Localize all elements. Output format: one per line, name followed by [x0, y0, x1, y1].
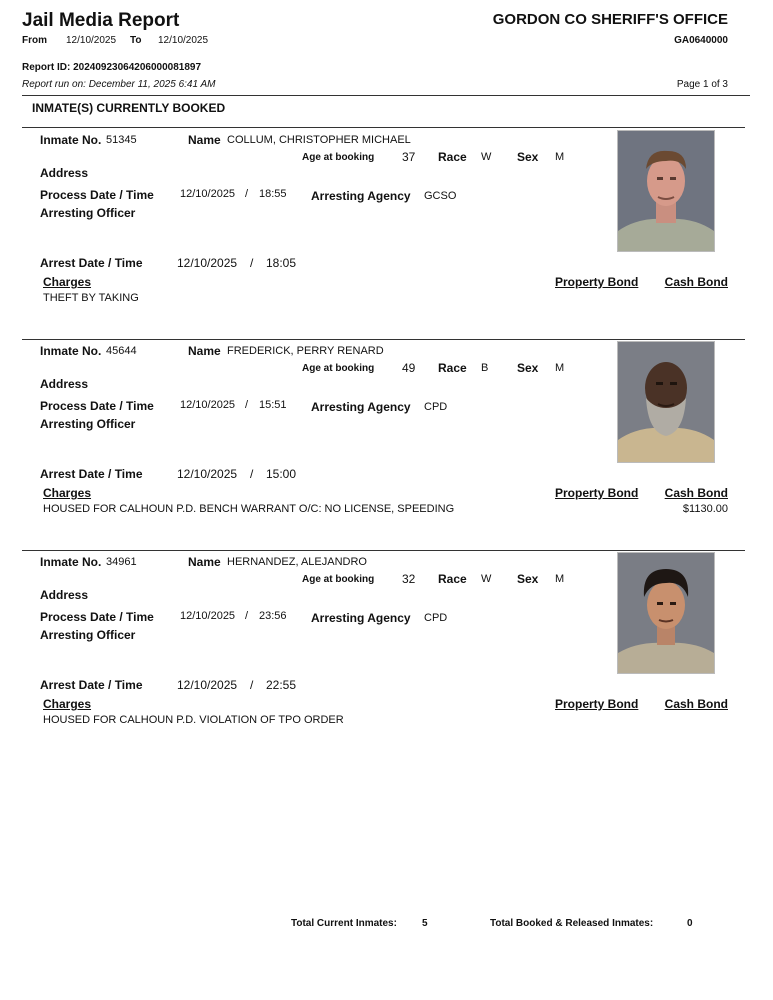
name-value: COLLUM, CHRISTOPHER MICHAEL: [227, 134, 411, 146]
sex-label: Sex: [517, 150, 539, 164]
name-label: Name: [188, 133, 221, 147]
charges-label: Charges: [43, 697, 92, 711]
section-title: INMATE(S) CURRENTLY BOOKED: [32, 101, 226, 115]
process-time: 18:55: [259, 188, 287, 200]
age-label: Age at booking: [302, 574, 375, 585]
inmate-no-value: 45644: [106, 345, 137, 357]
to-date: 12/10/2025: [158, 35, 209, 46]
agency-value: CPD: [424, 612, 448, 624]
sex-value: M: [555, 151, 565, 163]
mugshot-photo: [617, 341, 715, 463]
name-value: FREDERICK, PERRY RENARD: [227, 345, 384, 357]
process-time: 23:56: [259, 610, 287, 622]
race-label: Race: [438, 361, 467, 375]
process-label: Process Date / Time: [40, 188, 154, 202]
header-divider: [22, 95, 750, 96]
name-value: HERNANDEZ, ALEJANDRO: [227, 556, 367, 568]
inmate-no-label: Inmate No.: [40, 133, 102, 147]
inmate-no-label: Inmate No.: [40, 344, 102, 358]
cash-bond-value: $1130.00: [682, 503, 728, 515]
race-label: Race: [438, 572, 467, 586]
process-slash: /: [245, 399, 249, 411]
age-label: Age at booking: [302, 152, 375, 163]
total-current-label: Total Current Inmates:: [291, 918, 397, 929]
sex-value: M: [555, 362, 565, 374]
arrest-time: 15:00: [266, 467, 297, 481]
age-value: 32: [402, 572, 416, 586]
address-label: Address: [40, 588, 89, 602]
arrest-date: 12/10/2025: [177, 678, 238, 692]
sex-label: Sex: [517, 361, 539, 375]
total-released-label: Total Booked & Released Inmates:: [490, 918, 654, 929]
report-id: Report ID: 20240923064206000081897: [22, 62, 202, 73]
charges-value: HOUSED FOR CALHOUN P.D. BENCH WARRANT O/C: NO LICENSE, SPEEDING: [43, 503, 455, 515]
office-name: GORDON CO SHERIFF'S OFFICE: [492, 11, 728, 28]
agency-value: CPD: [424, 401, 448, 413]
report-run: Report run on: December 11, 2025 6:41 AM: [22, 79, 216, 90]
process-time: 15:51: [259, 399, 287, 411]
process-label: Process Date / Time: [40, 399, 154, 413]
cash-bond-label: Cash Bond: [664, 697, 728, 711]
race-value: B: [481, 362, 489, 374]
address-label: Address: [40, 377, 89, 391]
inmate-divider: [22, 550, 745, 551]
process-slash: /: [245, 610, 249, 622]
agency-value: GCSO: [424, 190, 457, 202]
inmate-divider: [22, 339, 745, 340]
officer-label: Arresting Officer: [40, 628, 136, 642]
total-released-value: 0: [687, 918, 693, 929]
race-label: Race: [438, 150, 467, 164]
inmate-no-label: Inmate No.: [40, 555, 102, 569]
arrest-date: 12/10/2025: [177, 467, 238, 481]
arrest-label: Arrest Date / Time: [40, 467, 143, 481]
arrest-time: 22:55: [266, 678, 297, 692]
age-label: Age at booking: [302, 363, 375, 374]
name-label: Name: [188, 555, 221, 569]
name-label: Name: [188, 344, 221, 358]
property-bond-label: Property Bond: [555, 275, 639, 289]
arrest-time: 18:05: [266, 256, 297, 270]
charges-label: Charges: [43, 486, 92, 500]
agency-label: Arresting Agency: [311, 189, 411, 203]
age-value: 37: [402, 150, 416, 164]
inmate-no-value: 34961: [106, 556, 137, 568]
arrest-slash: /: [250, 678, 254, 692]
officer-label: Arresting Officer: [40, 417, 136, 431]
arrest-label: Arrest Date / Time: [40, 256, 143, 270]
process-date: 12/10/2025: [180, 610, 236, 622]
to-label: To: [130, 35, 142, 46]
process-slash: /: [245, 188, 249, 200]
sex-value: M: [555, 573, 565, 585]
inmate-divider: [22, 127, 745, 128]
process-date: 12/10/2025: [180, 188, 236, 200]
property-bond-label: Property Bond: [555, 486, 639, 500]
arrest-date: 12/10/2025: [177, 256, 238, 270]
sex-label: Sex: [517, 572, 539, 586]
process-label: Process Date / Time: [40, 610, 154, 624]
agency-label: Arresting Agency: [311, 611, 411, 625]
process-date: 12/10/2025: [180, 399, 236, 411]
charges-value: THEFT BY TAKING: [43, 292, 139, 304]
property-bond-label: Property Bond: [555, 697, 639, 711]
charges-value: HOUSED FOR CALHOUN P.D. VIOLATION OF TPO ORDER: [43, 714, 344, 726]
agency-code: GA0640000: [674, 35, 728, 46]
mugshot-photo: [617, 130, 715, 252]
from-date: 12/10/2025: [66, 35, 117, 46]
officer-label: Arresting Officer: [40, 206, 136, 220]
report-title: Jail Media Report: [22, 10, 180, 31]
agency-label: Arresting Agency: [311, 400, 411, 414]
from-label: From: [22, 35, 47, 46]
age-value: 49: [402, 361, 416, 375]
race-value: W: [481, 573, 492, 585]
page-number: Page 1 of 3: [676, 79, 728, 90]
charges-label: Charges: [43, 275, 92, 289]
arrest-slash: /: [250, 256, 254, 270]
inmate-no-value: 51345: [106, 134, 137, 146]
arrest-label: Arrest Date / Time: [40, 678, 143, 692]
address-label: Address: [40, 166, 89, 180]
arrest-slash: /: [250, 467, 254, 481]
cash-bond-label: Cash Bond: [664, 486, 728, 500]
race-value: W: [481, 151, 492, 163]
cash-bond-label: Cash Bond: [664, 275, 728, 289]
mugshot-photo: [617, 552, 715, 674]
total-current-value: 5: [422, 918, 428, 929]
